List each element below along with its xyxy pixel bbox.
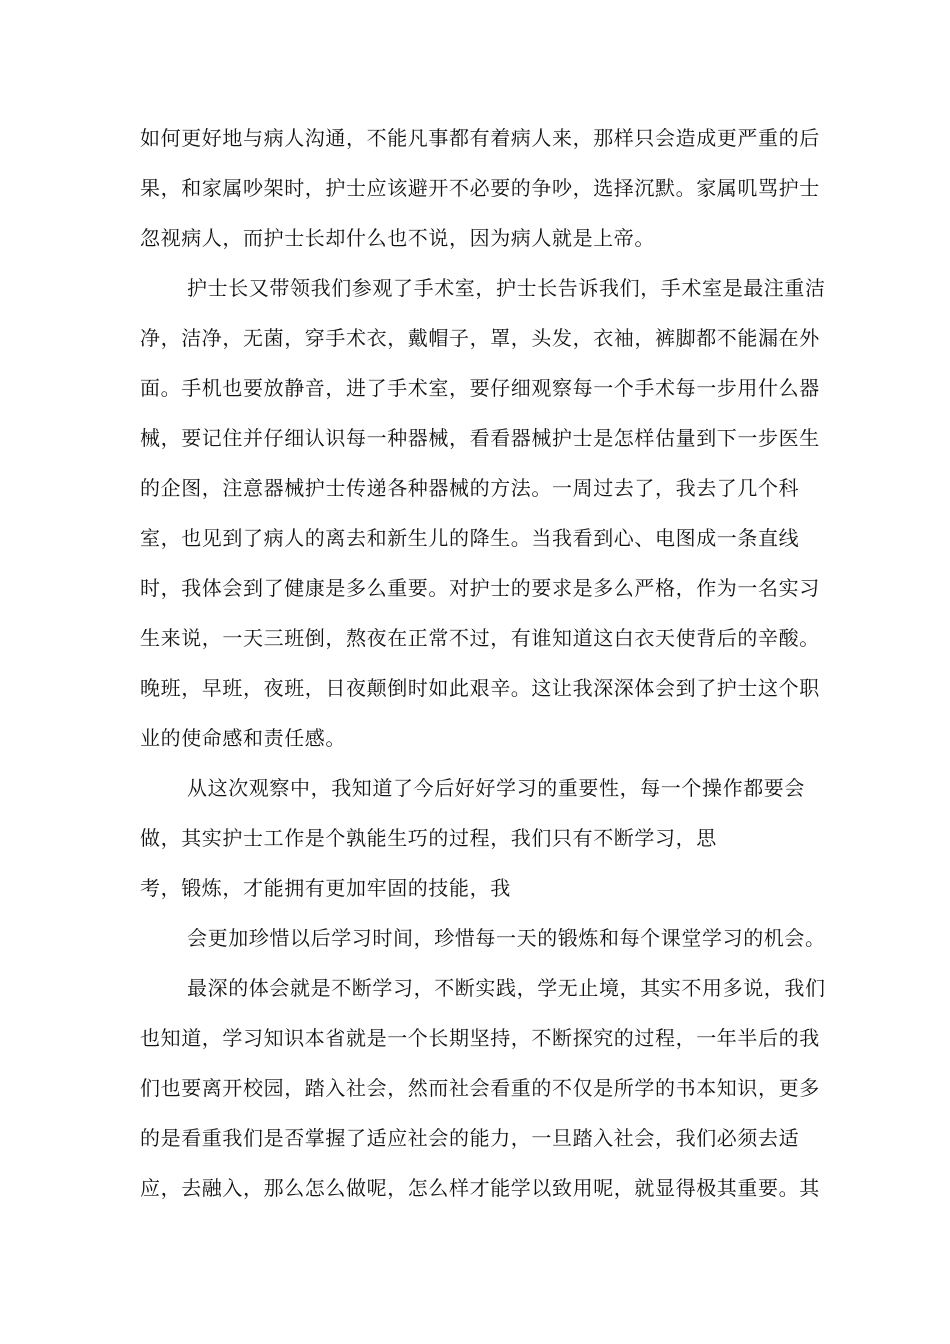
text-line-17: 会更加珍惜以后学习时间，珍惜每一天的锻炼和每个课堂学习的机会。 <box>187 926 826 950</box>
text-line-9: 室，也见到了病人的离去和新生儿的降生。当我看到心、电图成一条直线 <box>140 526 800 550</box>
text-line-7: 械，要记住并仔细认识每一种器械，看看器械护士是怎样估量到下一步医生 <box>140 426 820 450</box>
text-line-12: 晚班，早班，夜班，日夜颠倒时如此艰辛。这让我深深体会到了护士这个职 <box>140 676 820 700</box>
text-line-1: 如何更好地与病人沟通，不能凡事都有着病人来，那样只会造成更严重的后 <box>140 126 820 150</box>
text-line-19: 也知道，学习知识本省就是一个长期坚持，不断探究的过程，一年半后的我 <box>140 1026 820 1050</box>
text-line-14: 从这次观察中，我知道了今后好好学习的重要性，每一个操作都要会 <box>187 776 805 800</box>
text-line-21: 的是看重我们是否掌握了适应社会的能力，一旦踏入社会，我们必须去适 <box>140 1126 800 1150</box>
text-line-20: 们也要离开校园，踏入社会，然而社会看重的不仅是所学的书本知识，更多 <box>140 1076 820 1100</box>
text-line-16: 考，锻炼，才能拥有更加牢固的技能，我 <box>140 876 511 900</box>
text-line-11: 生来说，一天三班倒，熬夜在正常不过，有谁知道这白衣天使背后的辛酸。 <box>140 626 820 650</box>
text-line-15: 做，其实护士工作是个孰能生巧的过程，我们只有不断学习，思 <box>140 826 717 850</box>
text-line-2: 果，和家属吵架时，护士应该避开不必要的争吵，选择沉默。家属叽骂护士 <box>140 176 820 200</box>
text-line-22: 应，去融入，那么怎么做呢，怎么样才能学以致用呢，就显得极其重要。其 <box>140 1176 820 1200</box>
text-line-8: 的企图，注意器械护士传递各种器械的方法。一周过去了，我去了几个科 <box>140 476 800 500</box>
text-line-6: 面。手机也要放静音，进了手术室，要仔细观察每一个手术每一步用什么器 <box>140 376 820 400</box>
text-line-4: 护士长又带领我们参观了手术室，护士长告诉我们，手术室是最注重洁 <box>187 276 826 300</box>
text-line-18: 最深的体会就是不断学习，不断实践，学无止境，其实不用多说，我们 <box>187 976 826 1000</box>
text-line-5: 净，洁净，无菌，穿手术衣，戴帽子，罩，头发，衣袖，裤脚都不能漏在外 <box>140 326 820 350</box>
text-line-13: 业的使命感和责任感。 <box>140 726 346 750</box>
text-line-10: 时，我体会到了健康是多么重要。对护士的要求是多么严格，作为一名实习 <box>140 576 820 600</box>
text-line-3: 忽视病人，而护士长却什么也不说，因为病人就是上帝。 <box>140 226 655 250</box>
